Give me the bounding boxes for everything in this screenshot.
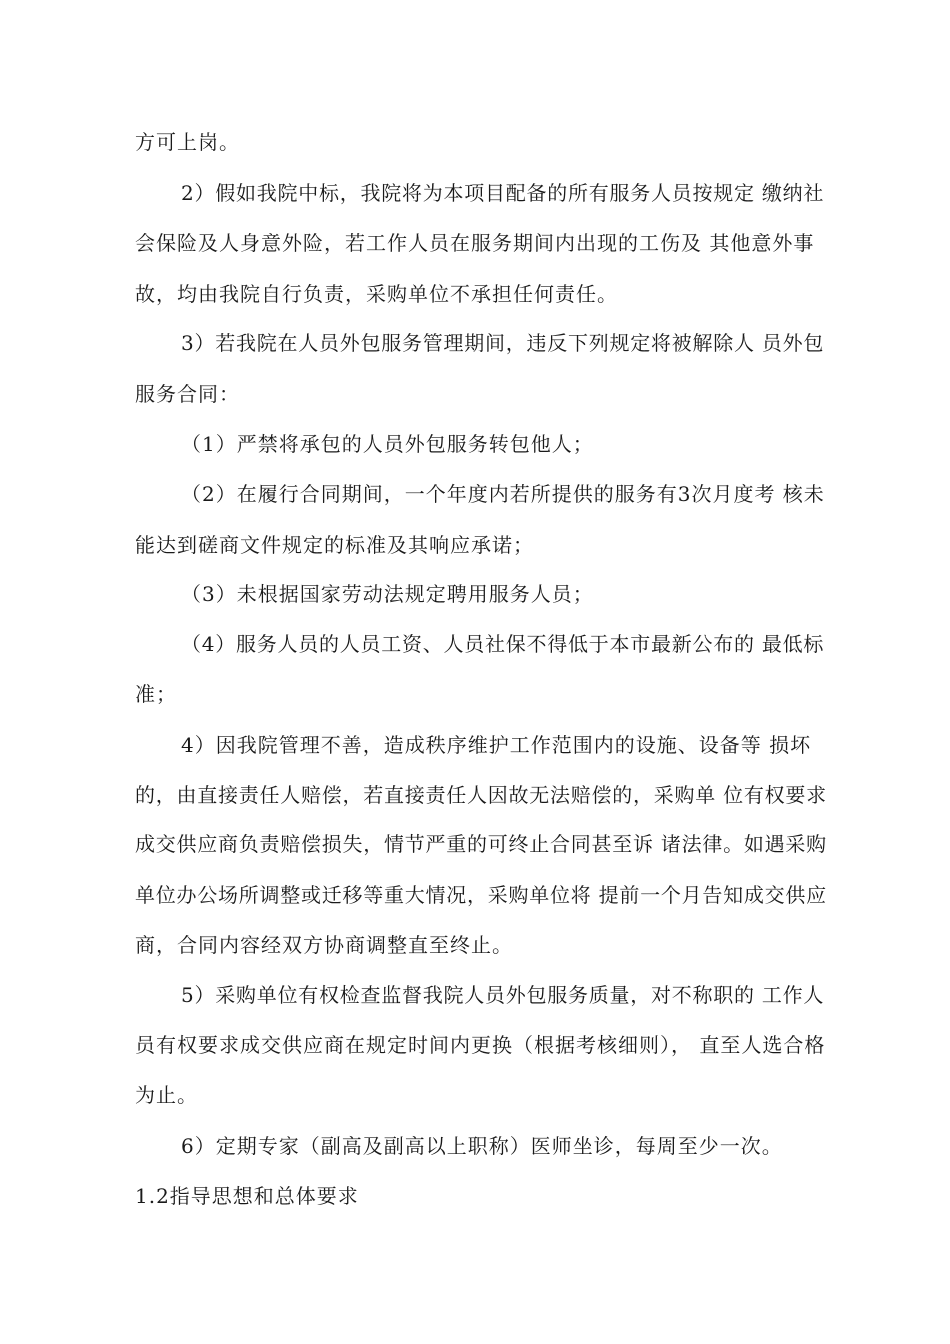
paragraph-line: 故，均由我院自行负责，采购单位不承担任何责任。 <box>135 282 618 306</box>
paragraph-line: 成交供应商负责赔偿损失，情节严重的可终止合同甚至诉 诸法律。如遇采购 <box>135 832 827 856</box>
paragraph-line: 为止。 <box>135 1083 198 1107</box>
paragraph-line: 商，合同内容经双方协商调整直至终止。 <box>135 933 513 957</box>
paragraph-line: 员有权要求成交供应商在规定时间内更换（根据考核细则）， 直至人选合格 <box>135 1033 826 1057</box>
paragraph-line: 5）采购单位有权检查监督我院人员外包服务质量，对不称职的 工作人 <box>181 983 825 1007</box>
paragraph-line: 2）假如我院中标，我院将为本项目配备的所有服务人员按规定 缴纳社 <box>181 181 825 205</box>
list-item: （4）服务人员的人员工资、人员社保不得低于本市最新公布的 最低标 <box>181 632 825 656</box>
list-item: （3）未根据国家劳动法规定聘用服务人员； <box>181 582 594 606</box>
list-item: （1）严禁将承包的人员外包服务转包他人； <box>181 432 594 456</box>
paragraph-line: 服务合同： <box>135 382 240 406</box>
list-item-continuation: 能达到磋商文件规定的标准及其响应承诺； <box>135 533 534 557</box>
paragraph-line: 6）定期专家（副高及副高以上职称）医师坐诊，每周至少一次。 <box>181 1134 783 1158</box>
paragraph-line: 4）因我院管理不善，造成秩序维护工作范围内的设施、设备等 损坏 <box>181 733 812 757</box>
paragraph-line: 单位办公场所调整或迁移等重大情况，采购单位将 提前一个月告知成交供应 <box>135 883 827 907</box>
paragraph-line: 的，由直接责任人赔偿，若直接责任人因故无法赔偿的，采购单 位有权要求 <box>135 783 827 807</box>
section-heading: 1.2指导思想和总体要求 <box>135 1184 359 1208</box>
paragraph-line: 会保险及人身意外险，若工作人员在服务期间内出现的工伤及 其他意外事 <box>135 231 815 255</box>
paragraph-line: 3）若我院在人员外包服务管理期间，违反下列规定将被解除人 员外包 <box>181 331 825 355</box>
list-item-continuation: 准； <box>135 682 177 706</box>
list-item: （2）在履行合同期间，一个年度内若所提供的服务有3次月度考 核未 <box>181 482 825 506</box>
text-line: 方可上岗。 <box>135 130 240 154</box>
